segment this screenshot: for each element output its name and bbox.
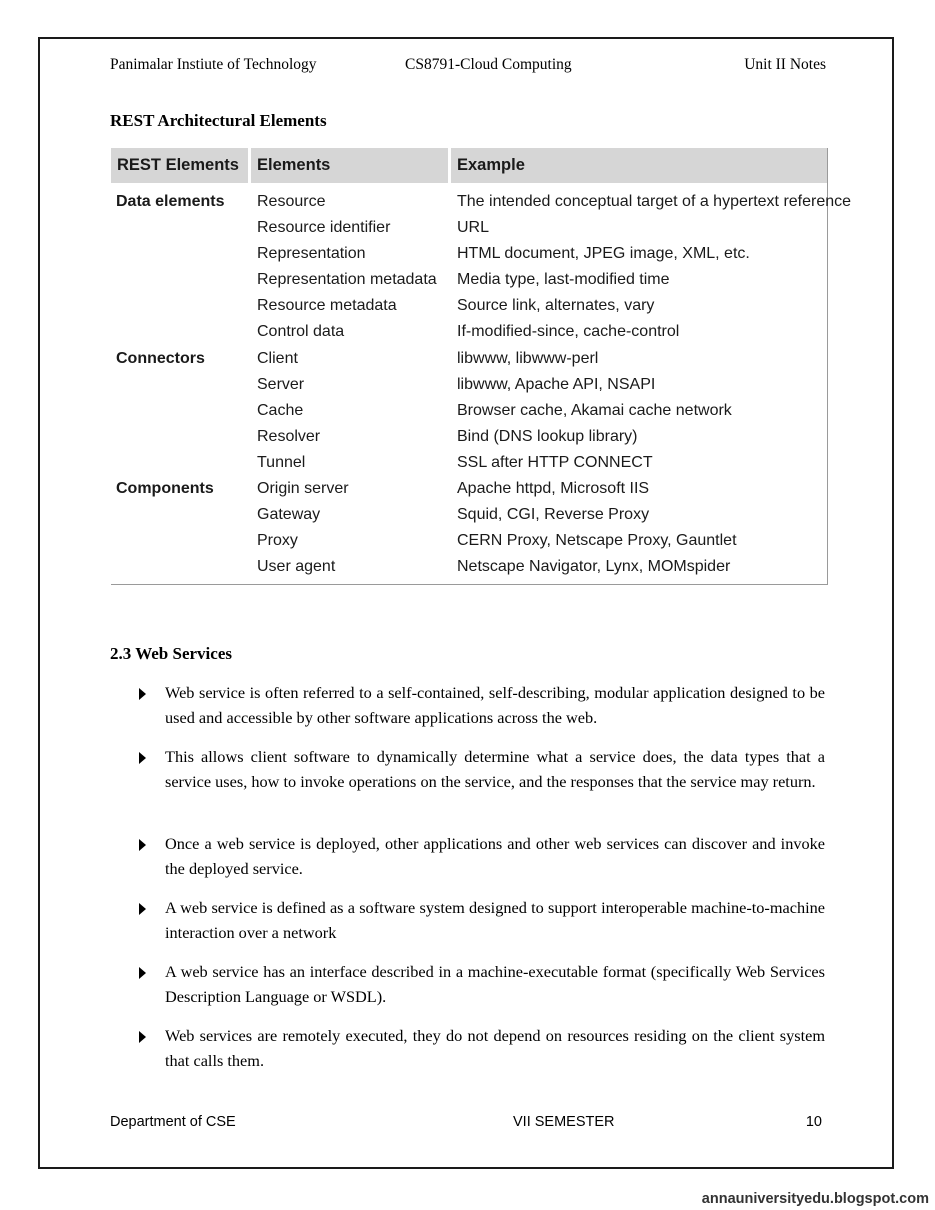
bullet-item: A web service is defined as a software system designed to support interoperable machine-to-machine interaction over a network — [165, 898, 825, 942]
table-cell-element: Cache — [257, 401, 304, 419]
table-row — [111, 555, 827, 581]
table-header — [111, 148, 827, 183]
bullet-arrow-icon — [139, 967, 146, 979]
table-row — [111, 320, 827, 346]
table-row — [111, 425, 827, 451]
header-institute: Panimalar Instiute of Technology — [110, 56, 317, 73]
table-cell-element: Tunnel — [257, 453, 306, 471]
table-row — [111, 294, 827, 320]
table-cell-example: URL — [457, 219, 490, 237]
header-course: CS8791-Cloud Computing — [405, 56, 572, 73]
table-cell-element: Proxy — [257, 532, 298, 550]
rest-elements-table — [111, 148, 852, 585]
table-row — [111, 399, 827, 425]
table-cell-example: Source link, alternates, vary — [457, 297, 655, 315]
bullet-item: Once a web service is deployed, other applications and other web services can discover and invoke the deployed service. — [165, 834, 825, 878]
table-cell-category: Connectors — [116, 349, 205, 367]
table-body — [111, 190, 852, 581]
table-column-header: Elements — [248, 148, 446, 183]
table-row — [111, 503, 827, 529]
table-cell-element: Resource metadata — [257, 297, 397, 315]
header-unit: Unit II Notes — [744, 56, 826, 73]
table-cell-element: Origin server — [257, 480, 349, 498]
bullet-item: A web service has an interface described in a machine-executable format (specifically Web Services Description Language or WSDL). — [165, 962, 825, 1006]
table-cell-example: If-modified-since, cache-control — [457, 323, 680, 341]
table-cell-example: Media type, last-modified time — [457, 271, 670, 289]
table-cell-element: Server — [257, 375, 305, 393]
table-row — [111, 451, 827, 477]
watermark-url: annauniversityedu.blogspot.com — [701, 1191, 929, 1207]
table-row — [111, 216, 827, 242]
bullet-arrow-icon — [139, 903, 146, 915]
page-number: 10 — [805, 1114, 822, 1130]
table-row — [111, 242, 827, 268]
table-column-header: REST Elements — [117, 156, 239, 174]
table-cell-example: Squid, CGI, Reverse Proxy — [457, 506, 650, 524]
table-cell-element: User agent — [257, 558, 336, 576]
table-row — [111, 477, 827, 503]
table-cell-example: libwww, Apache API, NSAPI — [457, 375, 656, 393]
table-cell-example: Apache httpd, Microsoft IIS — [457, 480, 650, 498]
bullet-arrow-icon — [139, 752, 146, 764]
table-cell-example: HTML document, JPEG image, XML, etc. — [457, 245, 750, 263]
page-header — [110, 56, 826, 76]
bullet-arrow-icon — [139, 839, 146, 851]
table-cell-element: Resource — [257, 193, 326, 210]
table-row — [111, 268, 827, 294]
table-cell-example: CERN Proxy, Netscape Proxy, Gauntlet — [457, 532, 737, 550]
table-cell-example: SSL after HTTP CONNECT — [457, 453, 653, 471]
table-row — [111, 190, 852, 216]
bullet-arrow-icon — [139, 1031, 146, 1043]
table-column-header: Example — [448, 148, 827, 183]
table-row — [111, 347, 827, 373]
table-cell-element: Control data — [257, 323, 345, 341]
footer-semester: VII SEMESTER — [513, 1114, 615, 1130]
table-cell-element: Gateway — [257, 506, 321, 524]
table-cell-category: Data elements — [116, 193, 225, 210]
bullet-arrow-icon — [139, 688, 146, 700]
bullet-item: Web service is often referred to a self-contained, self-describing, modular application designed to be used and accessible by other software applications across the web. — [165, 683, 825, 727]
page-footer — [110, 1114, 822, 1134]
section-title-web-services: 2.3 Web Services — [110, 644, 232, 663]
table-cell-element: Representation metadata — [257, 271, 437, 289]
table-cell-element: Resource identifier — [257, 219, 391, 237]
table-cell-example: libwww, libwww-perl — [457, 349, 599, 367]
table-cell-example: Bind (DNS lookup library) — [457, 427, 638, 445]
table-cell-example: Netscape Navigator, Lynx, MOMspider — [457, 558, 731, 576]
bullet-item: Web services are remotely executed, they do not depend on resources residing on the client system that calls them. — [165, 1026, 825, 1070]
section-title-rest: REST Architectural Elements — [110, 111, 327, 130]
table-row — [111, 373, 827, 399]
table-cell-example: The intended conceptual target of a hypertext reference — [457, 193, 852, 210]
table-cell-element: Representation — [257, 245, 366, 263]
footer-department: Department of CSE — [110, 1114, 236, 1130]
table-cell-element: Resolver — [257, 427, 321, 445]
table-row — [111, 529, 827, 555]
table-cell-category: Components — [116, 480, 214, 498]
bullet-item: This allows client software to dynamically determine what a service does, the data types that a service uses, how to invoke operations on the service, and the responses that the service may return. — [165, 747, 825, 791]
table-cell-element: Client — [257, 349, 298, 367]
table-cell-example: Browser cache, Akamai cache network — [457, 401, 732, 419]
